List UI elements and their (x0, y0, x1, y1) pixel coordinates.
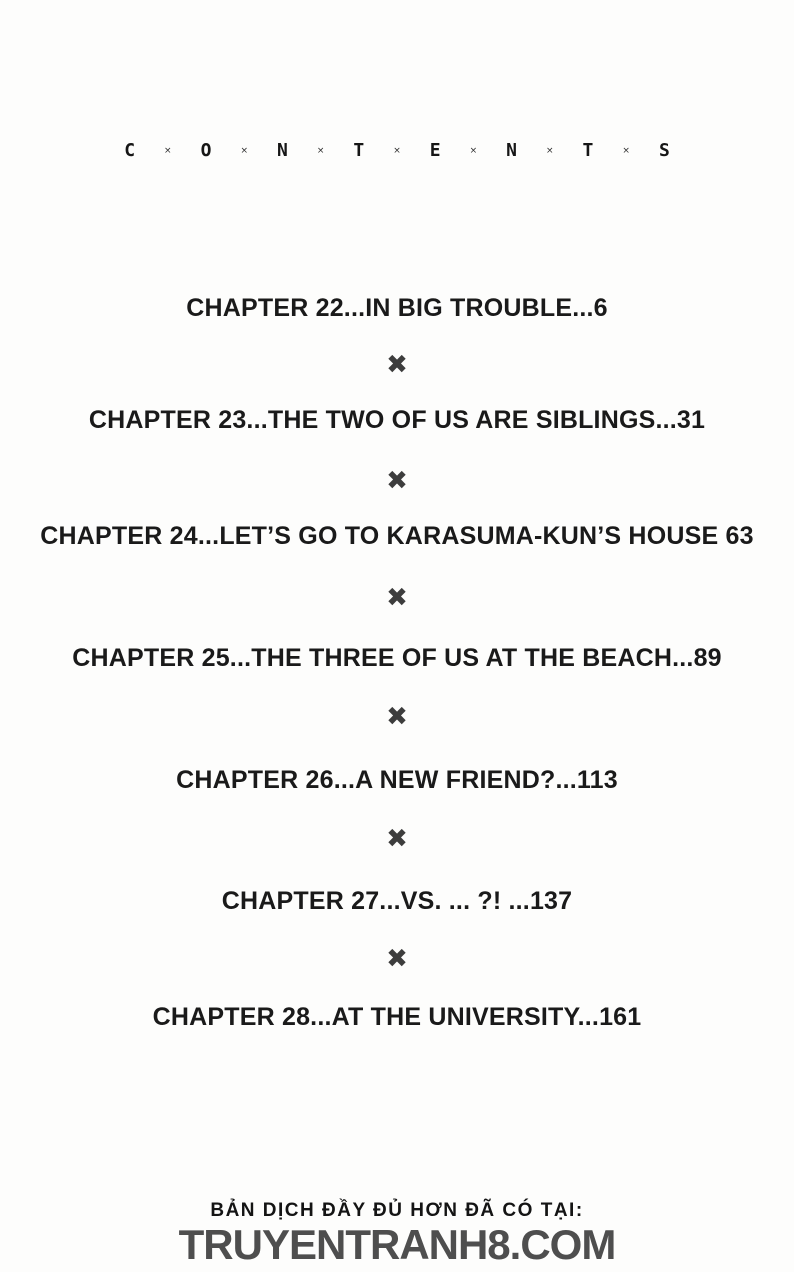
toc-entry-chapter-26: CHAPTER 26...A NEW FRIEND?...113 (176, 766, 618, 794)
title-letter: T (353, 140, 365, 161)
footer-note: BẢN DỊCH ĐẦY ĐỦ HƠN ĐÃ CÓ TẠI: (210, 1200, 584, 1221)
cross-separator-icon: ✖ (386, 702, 408, 732)
toc-entry-chapter-27: CHAPTER 27...VS. ... ?! ...137 (221, 887, 573, 915)
title-letter: C (124, 140, 136, 161)
page-title (0, 142, 794, 160)
title-separator-icon: × (316, 145, 325, 156)
title-letter: T (582, 140, 594, 161)
cross-separator-icon: ✖ (386, 944, 408, 974)
title-letter: E (429, 140, 441, 161)
title-separator-icon: × (240, 145, 248, 156)
title-letter: S (658, 140, 670, 161)
title-letter: O (200, 140, 212, 161)
cross-separator-icon: ✖ (386, 824, 408, 854)
toc-entry-chapter-22: CHAPTER 22...IN BIG TROUBLE...6 (186, 294, 608, 322)
cross-separator-icon: ✖ (386, 350, 408, 380)
toc-entry-chapter-23: CHAPTER 23...THE TWO OF US ARE SIBLINGS...31 (88, 406, 706, 434)
title-letter: N (276, 140, 288, 161)
title-separator-icon: × (546, 145, 554, 156)
toc-entry-chapter-25: CHAPTER 25...THE THREE OF US AT THE BEACH...89 (72, 644, 722, 672)
cross-separator-icon: ✖ (386, 583, 408, 613)
title-letter: N (506, 140, 517, 161)
title-separator-icon: × (622, 145, 630, 156)
toc-entry-chapter-24: CHAPTER 24...LET’S GO TO KARASUMA-KUN’S HOUSE 63 (40, 522, 754, 550)
title-separator-icon: × (469, 145, 478, 156)
toc-entry-chapter-28: CHAPTER 28...AT THE UNIVERSITY...161 (152, 1003, 642, 1031)
cross-separator-icon: ✖ (386, 466, 408, 496)
title-separator-icon: × (164, 145, 172, 156)
title-separator-icon: × (393, 145, 401, 156)
footer-site-name: TRUYENTRANH8.COM (178, 1221, 616, 1268)
